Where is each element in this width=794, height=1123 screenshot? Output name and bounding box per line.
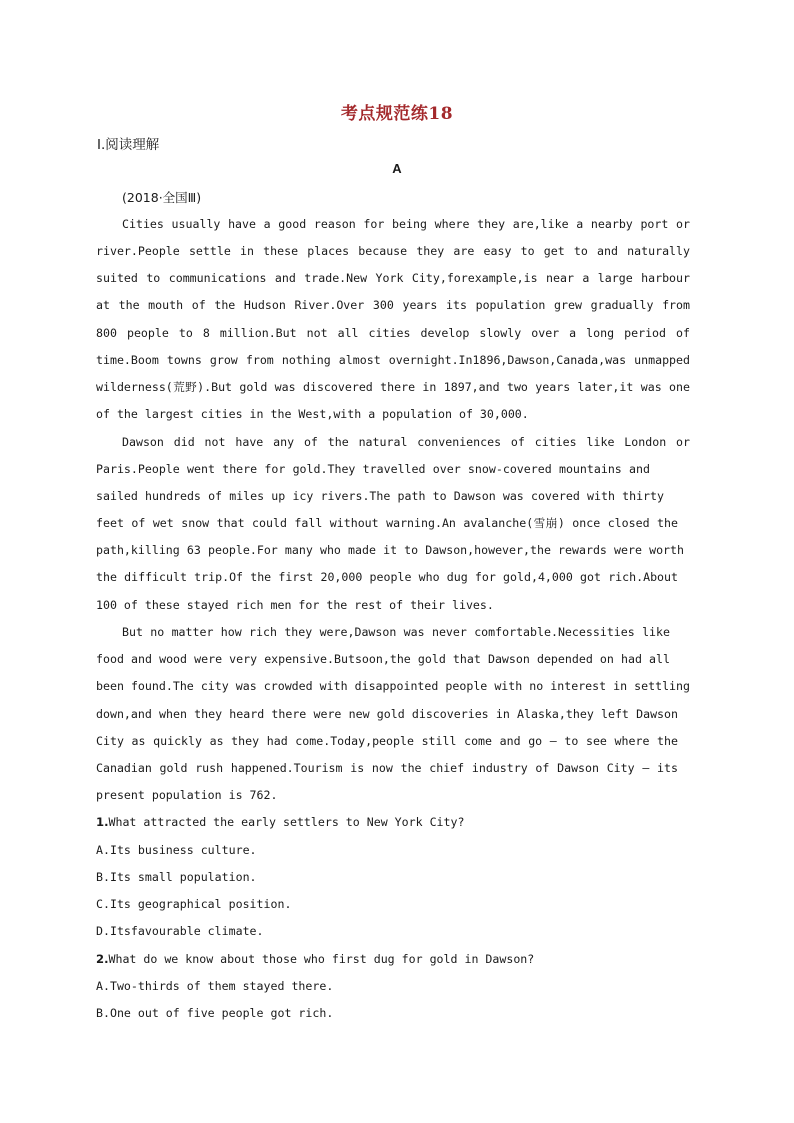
paragraph-1-line: at the mouth of the Hudson River.Over 300 years its population grew gradually from bbox=[96, 298, 690, 312]
paragraph-1-line: wilderness(荒野).But gold was discovered there in 1897,and two years later,it was one bbox=[96, 380, 690, 394]
paragraph-1-line: suited to communications and trade.New York City,forexample,is near a large harbour bbox=[96, 271, 690, 285]
paragraph-3-line: been found.The city was crowded with disappointed people with no interest in settling bbox=[96, 679, 690, 693]
option-b: B.One out of five people got rich. bbox=[96, 1006, 334, 1020]
question-text: What attracted the early settlers to New York City? bbox=[108, 815, 465, 829]
option-a: A.Its business culture. bbox=[96, 843, 257, 857]
paragraph-3-line: City as quickly as they had come.Today,people still come and go — to see where the bbox=[96, 734, 678, 748]
page-title: 考点规范练18 bbox=[340, 104, 454, 124]
paragraph-3-line: down,and when they heard there were new gold discoveries in Alaska,they left Dawson bbox=[96, 707, 678, 721]
source-note: (2018·全国Ⅲ) bbox=[122, 190, 202, 205]
paragraph-3-line: But no matter how rich they were,Dawson was never comfortable.Necessities like bbox=[122, 625, 670, 639]
paragraph-1-line: of the largest cities in the West,with a population of 30,000. bbox=[96, 407, 529, 421]
paragraph-2-line: feet of wet snow that could fall without warning.An avalanche(雪崩) once closed the bbox=[96, 516, 678, 530]
paragraph-1-line: Cities usually have a good reason for being where they are,like a nearby port or bbox=[122, 217, 690, 231]
option-d: D.Itsfavourable climate. bbox=[96, 924, 264, 938]
question-2 bbox=[96, 952, 534, 966]
paragraph-2-line: 100 of these stayed rich men for the rest of their lives. bbox=[96, 598, 494, 612]
question-number: 2. bbox=[96, 952, 109, 966]
paragraph-1-line: river.People settle in these places because they are easy to get to and naturally bbox=[96, 244, 690, 258]
paragraph-3-line: Canadian gold rush happened.Tourism is now the chief industry of Dawson City — its bbox=[96, 761, 678, 775]
paragraph-2-line: path,killing 63 people.For many who made it to Dawson,however,the rewards were worth bbox=[96, 543, 684, 557]
option-b: B.Its small population. bbox=[96, 870, 257, 884]
passage-letter: A bbox=[392, 161, 402, 176]
option-c: C.Its geographical position. bbox=[96, 897, 292, 911]
paragraph-1-line: 800 people to 8 million.But not all cities develop slowly over a long period of bbox=[96, 326, 690, 340]
section-heading: Ⅰ.阅读理解 bbox=[97, 137, 160, 153]
paragraph-3-line: present population is 762. bbox=[96, 788, 278, 802]
paragraph-3-line: food and wood were very expensive.Butsoon,the gold that Dawson depended on had all bbox=[96, 652, 670, 666]
paragraph-1-line: time.Boom towns grow from nothing almost overnight.In1896,Dawson,Canada,was unmapped bbox=[96, 353, 690, 367]
question-number: 1. bbox=[96, 815, 109, 829]
option-a: A.Two-thirds of them stayed there. bbox=[96, 979, 334, 993]
paragraph-2-line: Dawson did not have any of the natural conveniences of cities like London or bbox=[122, 435, 690, 449]
question-1 bbox=[96, 815, 464, 829]
question-text: What do we know about those who first dug for gold in Dawson? bbox=[108, 952, 535, 966]
paragraph-2-line: Paris.People went there for gold.They travelled over snow-covered mountains and bbox=[96, 462, 650, 476]
paragraph-2-line: sailed hundreds of miles up icy rivers.The path to Dawson was covered with thirty bbox=[96, 489, 664, 503]
paragraph-2-line: the difficult trip.Of the first 20,000 people who dug for gold,4,000 got rich.About bbox=[96, 570, 678, 584]
